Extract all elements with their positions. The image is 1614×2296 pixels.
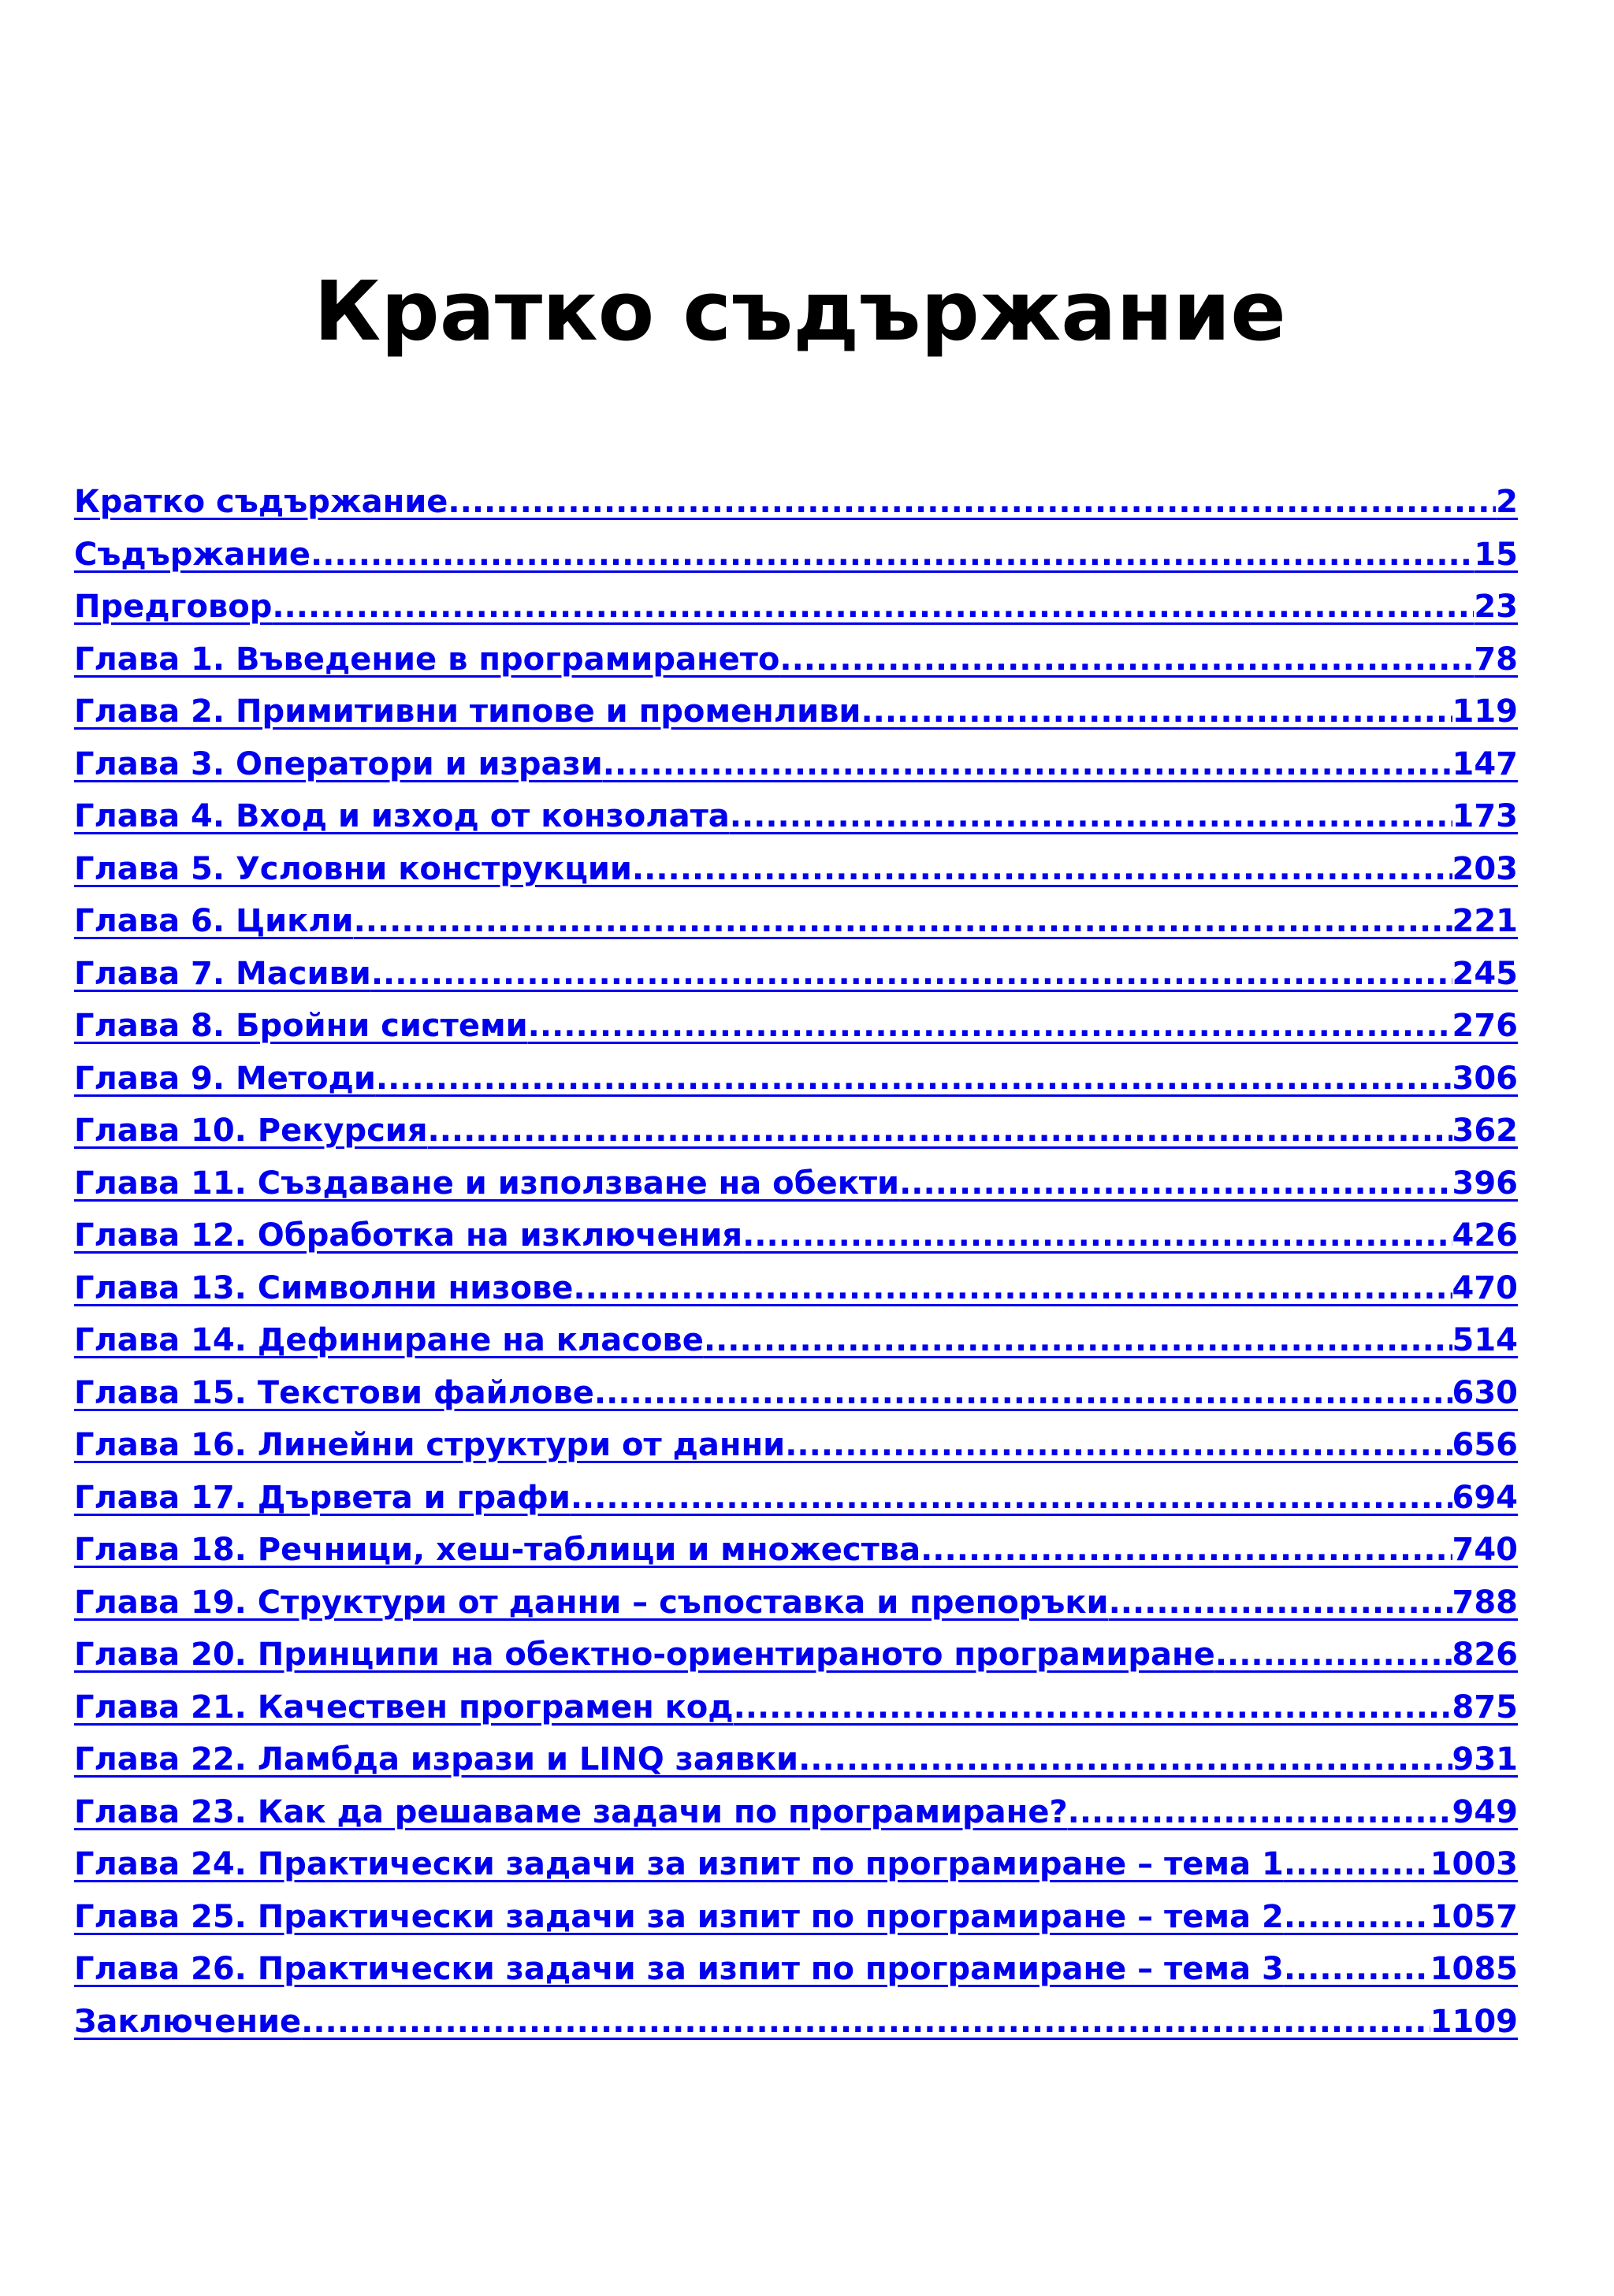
toc-entry-label: Предговор (74, 589, 273, 625)
toc-entry-chapter-13[interactable] (74, 1262, 1518, 1315)
toc-entry-chapter-19[interactable] (74, 1577, 1518, 1629)
toc-dot-leader (448, 476, 1496, 529)
toc-entry-chapter-15[interactable] (74, 1367, 1518, 1420)
toc-dot-leader (734, 1681, 1452, 1734)
toc-entry-label: Глава 19. Структури от данни – съпоставка и препоръки (74, 1584, 1109, 1621)
toc-dot-leader (704, 1314, 1452, 1367)
toc-page-number: 1085 (1430, 1951, 1518, 1987)
toc-page-number: 173 (1452, 798, 1518, 834)
toc-entry-chapter-4[interactable] (74, 790, 1518, 843)
table-of-contents (74, 476, 1518, 2048)
toc-entry-chapter-16[interactable] (74, 1419, 1518, 1472)
toc-entry-label: Глава 22. Ламбда изрази и LINQ заявки (74, 1741, 799, 1778)
toc-entry-chapter-21[interactable] (74, 1681, 1518, 1734)
toc-entry-label: Глава 6. Цикли (74, 903, 354, 939)
toc-page-number: 276 (1452, 1008, 1518, 1044)
toc-entry-label: Глава 21. Качествен програмен код (74, 1689, 734, 1726)
toc-entry-label: Глава 3. Оператори и изрази (74, 745, 603, 782)
toc-dot-leader (528, 1000, 1452, 1053)
toc-entry-label: Кратко съдържание (74, 484, 448, 520)
toc-page-number: 245 (1452, 955, 1518, 992)
toc-dot-leader (920, 1524, 1452, 1577)
toc-dot-leader (573, 1262, 1452, 1315)
toc-dot-leader (354, 895, 1452, 948)
toc-entry-label: Глава 23. Как да решаваме задачи по програмиране? (74, 1793, 1068, 1830)
toc-entry-chapter-9[interactable] (74, 1053, 1518, 1105)
toc-entry-label: Глава 4. Вход и изход от конзолата (74, 798, 730, 834)
toc-page-number: 694 (1452, 1479, 1518, 1516)
toc-entry-chapter-20[interactable] (74, 1629, 1518, 1681)
toc-dot-leader (779, 633, 1474, 686)
toc-page-number: 1057 (1430, 1898, 1518, 1935)
toc-dot-leader (1215, 1629, 1452, 1681)
toc-page-number: 119 (1452, 693, 1518, 730)
page-title: Кратко съдържание (314, 263, 1286, 359)
toc-entry-chapter-2[interactable] (74, 685, 1518, 738)
toc-page-number: 740 (1452, 1532, 1518, 1568)
toc-entry-chapter-7[interactable] (74, 948, 1518, 1001)
toc-entry-chapter-10[interactable] (74, 1105, 1518, 1157)
toc-entry-chapter-11[interactable] (74, 1157, 1518, 1210)
toc-dot-leader (785, 1419, 1452, 1472)
toc-entry-chapter-6[interactable] (74, 895, 1518, 948)
toc-entry-chapter-26[interactable] (74, 1943, 1518, 1996)
toc-entry-chapter-14[interactable] (74, 1314, 1518, 1367)
toc-entry-label: Глава 7. Масиви (74, 955, 371, 992)
toc-page-number: 875 (1452, 1689, 1518, 1726)
toc-dot-leader (1109, 1577, 1452, 1629)
toc-page-number: 426 (1452, 1217, 1518, 1254)
toc-page-number: 396 (1452, 1165, 1518, 1202)
toc-entry-label: Съдържание (74, 536, 311, 573)
toc-entry-conclusion[interactable] (74, 1996, 1518, 2049)
toc-dot-leader (742, 1209, 1452, 1262)
toc-page-number: 470 (1452, 1269, 1518, 1306)
toc-entry-label: Глава 14. Дефиниране на класове (74, 1322, 704, 1358)
toc-page-number: 23 (1474, 589, 1518, 625)
toc-entry-contents[interactable] (74, 529, 1518, 581)
toc-page-number: 949 (1452, 1793, 1518, 1830)
toc-entry-chapter-24[interactable] (74, 1838, 1518, 1891)
toc-entry-short-contents[interactable] (74, 476, 1518, 529)
toc-entry-preface[interactable] (74, 581, 1518, 633)
toc-entry-chapter-12[interactable] (74, 1209, 1518, 1262)
toc-entry-label: Глава 13. Символни низове (74, 1269, 574, 1306)
toc-entry-chapter-5[interactable] (74, 843, 1518, 896)
toc-entry-chapter-23[interactable] (74, 1786, 1518, 1839)
toc-entry-label: Глава 18. Речници, хеш-таблици и множества (74, 1532, 921, 1568)
toc-dot-leader (376, 1053, 1452, 1105)
toc-dot-leader (603, 738, 1452, 791)
toc-entry-chapter-8[interactable] (74, 1000, 1518, 1053)
toc-entry-label: Глава 26. Практически задачи за изпит по програмиране – тема 3 (74, 1951, 1284, 1987)
toc-entry-chapter-17[interactable] (74, 1472, 1518, 1525)
toc-entry-label: Глава 17. Дървета и графи (74, 1479, 571, 1516)
toc-entry-chapter-25[interactable] (74, 1891, 1518, 1944)
toc-page-number: 15 (1474, 536, 1518, 573)
toc-dot-leader (899, 1157, 1452, 1210)
toc-page-number: 826 (1452, 1637, 1518, 1673)
toc-page-number: 306 (1452, 1060, 1518, 1097)
toc-page-number: 656 (1452, 1427, 1518, 1463)
toc-page-number: 203 (1452, 850, 1518, 887)
toc-dot-leader (571, 1472, 1452, 1525)
toc-page-number: 78 (1474, 641, 1518, 678)
toc-dot-leader (371, 948, 1452, 1001)
toc-dot-leader (272, 581, 1474, 633)
toc-page-number: 1003 (1430, 1846, 1518, 1882)
toc-dot-leader (311, 529, 1474, 581)
toc-dot-leader (730, 790, 1452, 843)
toc-dot-leader (1284, 1838, 1430, 1891)
toc-page-number: 1109 (1430, 2003, 1518, 2040)
toc-entry-label: Глава 2. Примитивни типове и променливи (74, 693, 861, 730)
toc-entry-label: Глава 25. Практически задачи за изпит по програмиране – тема 2 (74, 1898, 1284, 1935)
toc-entry-chapter-1[interactable] (74, 633, 1518, 686)
toc-entry-chapter-22[interactable] (74, 1733, 1518, 1786)
toc-dot-leader (301, 1996, 1430, 2049)
toc-dot-leader (428, 1105, 1452, 1157)
toc-entry-label: Глава 8. Бройни системи (74, 1008, 528, 1044)
toc-dot-leader (1284, 1943, 1430, 1996)
toc-entry-label: Глава 1. Въведение в програмирането (74, 641, 780, 678)
toc-entry-label: Глава 11. Създаване и използване на обекти (74, 1165, 900, 1202)
toc-entry-label: Глава 16. Линейни структури от данни (74, 1427, 786, 1463)
toc-entry-label: Глава 12. Обработка на изключения (74, 1217, 743, 1254)
toc-dot-leader (1068, 1786, 1452, 1839)
toc-dot-leader (798, 1733, 1452, 1786)
toc-page-number: 221 (1452, 903, 1518, 939)
toc-page-number: 2 (1496, 484, 1518, 520)
toc-entry-label: Глава 5. Условни конструкции (74, 850, 632, 887)
toc-entry-label: Глава 10. Рекурсия (74, 1113, 428, 1149)
toc-entry-label: Глава 15. Текстови файлове (74, 1374, 594, 1411)
toc-page-number: 362 (1452, 1113, 1518, 1149)
toc-dot-leader (1284, 1891, 1430, 1944)
toc-dot-leader (632, 843, 1452, 896)
toc-dot-leader (594, 1367, 1452, 1420)
toc-page-number: 147 (1452, 745, 1518, 782)
toc-entry-label: Глава 24. Практически задачи за изпит по програмиране – тема 1 (74, 1846, 1284, 1882)
toc-entry-chapter-18[interactable] (74, 1524, 1518, 1577)
toc-page-number: 788 (1452, 1584, 1518, 1621)
toc-page-number: 630 (1452, 1374, 1518, 1411)
toc-page-number: 514 (1452, 1322, 1518, 1358)
toc-entry-chapter-3[interactable] (74, 738, 1518, 791)
toc-entry-label: Глава 9. Методи (74, 1060, 376, 1097)
toc-dot-leader (861, 685, 1452, 738)
toc-entry-label: Глава 20. Принципи на обектно-ориентираното програмиране (74, 1637, 1215, 1673)
toc-page-number: 931 (1452, 1741, 1518, 1778)
toc-entry-label: Заключение (74, 2003, 302, 2040)
